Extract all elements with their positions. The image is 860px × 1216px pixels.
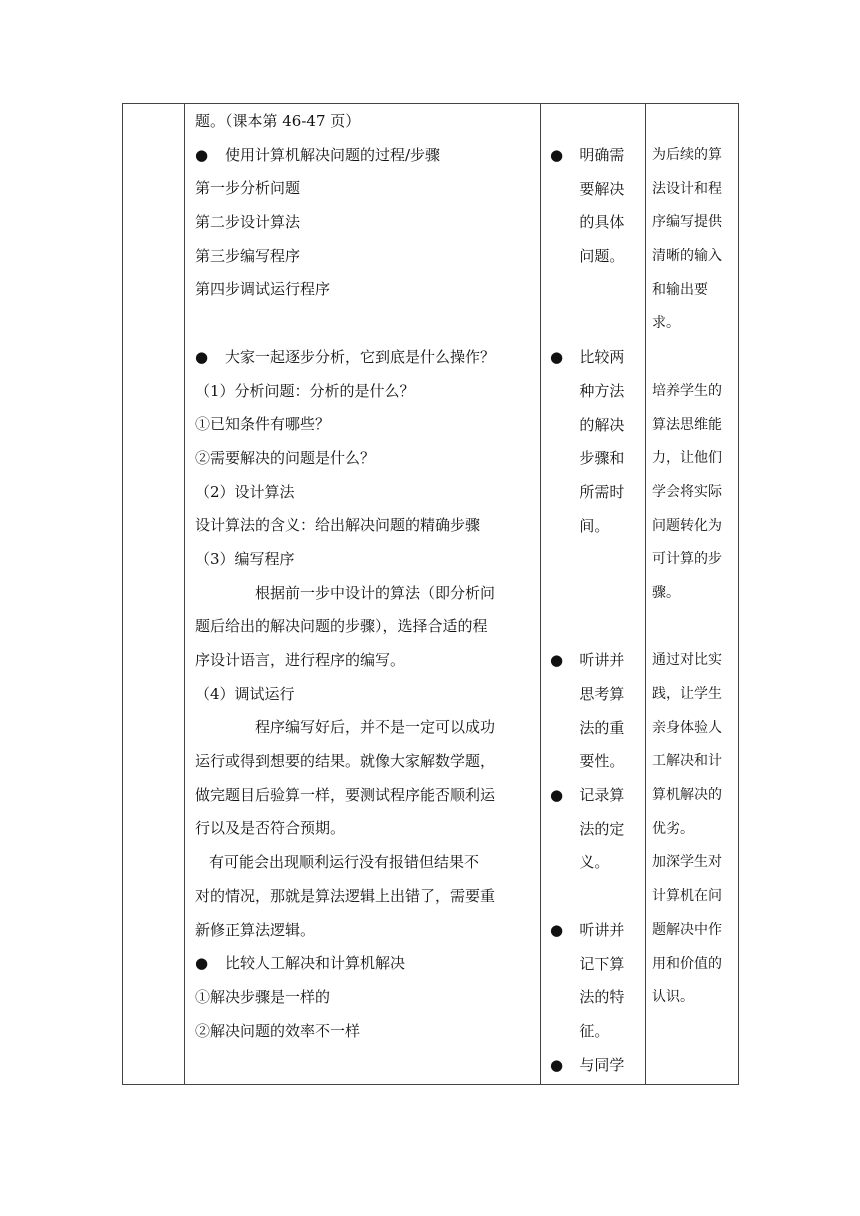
content-line: 新修正算法逻辑。 xyxy=(195,920,316,939)
spacer xyxy=(550,611,638,645)
intent-line: 法设计和程 xyxy=(652,180,722,197)
content-line: 行以及是否符合预期。 xyxy=(195,819,346,838)
intent-line: 求。 xyxy=(652,315,680,332)
intent-line: 清晰的输入 xyxy=(652,248,722,265)
activity-line: 步骤和 xyxy=(579,449,625,468)
activity-line: 所需时 xyxy=(579,482,625,501)
activity-line: 法的特 xyxy=(579,988,625,1007)
activity-line: 的解决 xyxy=(579,415,625,434)
activity-line: 要解决 xyxy=(579,179,625,198)
teaching-content-column xyxy=(195,105,535,1048)
content-line: 对的情况，那就是算法逻辑上出错了，需要重 xyxy=(195,886,496,905)
intent-line: 问题转化为 xyxy=(652,517,722,534)
bullet-icon: ● xyxy=(550,651,564,670)
activity-line: 思考算 xyxy=(579,685,625,703)
intent-line: 优劣。 xyxy=(652,820,694,837)
bullet-icon: ● xyxy=(195,347,209,366)
intent-line: 骤。 xyxy=(652,584,680,601)
spacer xyxy=(550,543,638,577)
spacer xyxy=(652,341,734,375)
bullet-icon: ● xyxy=(195,954,209,973)
activity-line: 义。 xyxy=(579,853,610,872)
spacer xyxy=(550,880,638,914)
spacer xyxy=(550,577,638,611)
content-bullet-line xyxy=(195,139,535,173)
intent-line: 算法思维能 xyxy=(652,416,722,433)
activity-line: ● 比较两 xyxy=(550,341,638,375)
intent-line: 工解决和计 xyxy=(652,753,722,770)
intent-line: 培养学生的 xyxy=(652,382,722,399)
activity-line: ● 明确需 xyxy=(550,139,638,173)
table-border-left xyxy=(122,103,123,1085)
intent-line: 学会将实际 xyxy=(652,483,722,500)
content-line: ②需要解决的问题是什么？ xyxy=(195,448,376,467)
activity-line: 记下算 xyxy=(579,954,625,973)
content-line: 使用计算机解决问题的过程/步骤 xyxy=(225,145,441,164)
intent-line: 力，让他们 xyxy=(652,450,722,467)
table-border-bottom xyxy=(122,1084,739,1085)
content-line: 序设计语言，进行程序的编写。 xyxy=(195,651,406,669)
content-line: 题。（课本第 46-47 页） xyxy=(195,112,361,130)
content-line: 大家一起逐步分析，它到底是什么操作？ xyxy=(225,347,496,366)
bullet-icon: ● xyxy=(550,920,564,939)
activity-line: 法的重 xyxy=(579,718,625,737)
design-intent-column xyxy=(652,139,734,1015)
activity-line: 种方法 xyxy=(579,381,625,400)
intent-line: 算机解决的 xyxy=(652,787,722,804)
content-line: 第一步分析问题 xyxy=(195,179,301,198)
intent-line: 题解决中作 xyxy=(652,921,722,938)
intent-line: 亲身体验人 xyxy=(652,719,722,736)
content-line: （1）分析问题：分析的是什么？ xyxy=(195,381,415,400)
intent-line: 和输出要 xyxy=(652,281,708,298)
intent-line: 用和价值的 xyxy=(652,955,722,972)
content-line: 有可能会出现顺利运行没有报错但结果不 xyxy=(209,853,480,872)
content-line: 第四步调试运行程序 xyxy=(195,280,331,299)
content-line: 根据前一步中设计的算法（即分析问 xyxy=(255,583,496,602)
intent-line: 践，让学生 xyxy=(652,686,722,702)
content-line: 设计算法的含义：给出解决问题的精确步骤 xyxy=(195,516,481,535)
table-divider-2 xyxy=(540,103,541,1085)
activity-line: ● 与同学 xyxy=(550,1049,638,1083)
spacer xyxy=(550,307,638,341)
activity-line: ● 记录算 xyxy=(550,779,638,813)
spacer xyxy=(550,274,638,308)
bullet-icon: ● xyxy=(550,146,564,164)
intent-line: 序编写提供 xyxy=(652,214,722,231)
activity-line: ● 听讲并 xyxy=(550,644,638,678)
intent-line: 为后续的算 xyxy=(652,147,722,163)
content-line: （3）编写程序 xyxy=(195,549,295,568)
content-line: 第二步设计算法 xyxy=(195,213,301,232)
activity-line: 的具体 xyxy=(579,213,625,232)
content-line: 运行或得到想要的结果。就像大家解数学题， xyxy=(195,752,496,771)
table-divider-3 xyxy=(645,103,646,1085)
bullet-icon: ● xyxy=(550,786,564,805)
spacer xyxy=(652,611,734,645)
activity-line: ● 听讲并 xyxy=(550,914,638,948)
content-line: 做完题目后验算一样，要测试程序能否顺利运 xyxy=(195,785,496,804)
content-line: （2）设计算法 xyxy=(195,482,295,501)
content-bullet-line xyxy=(195,947,535,981)
content-line: ②解决问题的效率不一样 xyxy=(195,1021,361,1040)
bullet-icon: ● xyxy=(550,1055,564,1074)
intent-line: 加深学生对 xyxy=(652,854,722,871)
content-line: 题后给出的解决问题的步骤），选择合适的程 xyxy=(195,617,488,636)
activity-line: 问题。 xyxy=(579,247,625,266)
content-line: ①已知条件有哪些？ xyxy=(195,415,331,434)
activity-line: 要性。 xyxy=(579,752,625,771)
table-border-right xyxy=(738,103,739,1085)
student-activity-column xyxy=(550,139,638,1082)
bullet-icon: ● xyxy=(550,348,564,367)
bullet-icon: ● xyxy=(195,145,209,164)
content-line: ①解决步骤是一样的 xyxy=(195,987,331,1006)
content-line: 第三步编写程序 xyxy=(195,246,301,265)
intent-line: 计算机在问 xyxy=(652,888,722,905)
content-bullet-line xyxy=(195,341,535,375)
spacer xyxy=(195,307,535,341)
intent-line: 通过对比实 xyxy=(652,652,722,669)
activity-line: 征。 xyxy=(579,1021,610,1040)
content-line: 比较人工解决和计算机解决 xyxy=(225,954,406,973)
intent-line: 认识。 xyxy=(652,989,694,1006)
intent-line: 可计算的步 xyxy=(652,551,722,568)
table-divider-1 xyxy=(184,103,185,1085)
table-border-top xyxy=(122,103,739,104)
activity-line: 间。 xyxy=(579,516,610,535)
content-line: 程序编写好后，并不是一定可以成功 xyxy=(255,718,496,737)
content-line: （4）调试运行 xyxy=(195,684,295,703)
activity-line: 法的定 xyxy=(579,819,625,838)
